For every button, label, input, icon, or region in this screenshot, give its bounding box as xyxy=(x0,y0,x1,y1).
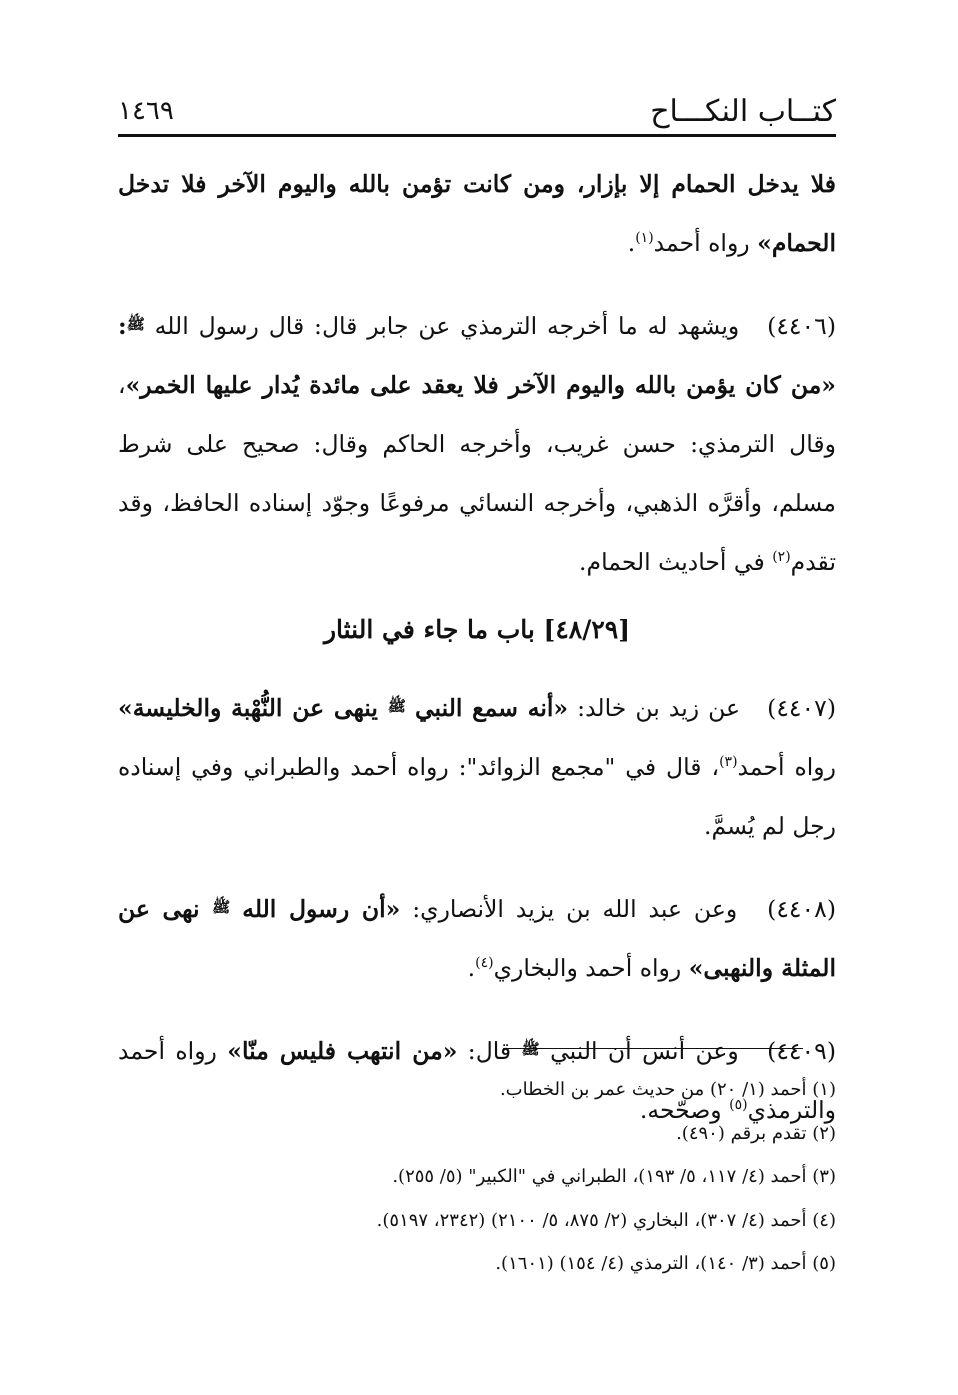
hadith-number: (٤٤٠٧) xyxy=(767,694,836,722)
page-header xyxy=(118,94,836,132)
hadith-number: (٤٤٠٦) xyxy=(767,312,836,340)
footnote-ref-5: (٥) xyxy=(729,1097,748,1113)
hadith-quote: : «من كان يؤمن بالله واليوم الآخر فلا يعقد على مائدة يُدار عليها الخمر» xyxy=(118,312,836,399)
hadith-number: (٤٤٠٨) xyxy=(767,895,836,923)
hadith-intro: عن زيد بن خالد: xyxy=(568,694,741,722)
salutation-glyph: ﷺ xyxy=(126,315,145,333)
hadith-quote-start: «أن رسول الله xyxy=(242,895,401,923)
paragraph-gap xyxy=(118,273,836,295)
hadith-commentary: ، وقال الترمذي: حسن غريب، وأخرجه الحاكم وقال: صحيح على شرط مسلم، وأقرَّه الذهبي، وأخرجه النسائي مرفوعًا وجوّد إسناده الحافظ، وقد تقدم xyxy=(118,371,836,576)
continued-quote: فلا يدخل الحمام إلا بإزار، ومن كانت تؤمن بالله واليوم الآخر فلا تدخل الحمام» xyxy=(118,170,836,257)
salutation-glyph: ﷺ xyxy=(212,898,231,916)
main-text xyxy=(118,155,836,1140)
footnote-5: (٥) أحمد (٣/ ١٤٠)، الترمذي (٤/ ١٥٤) (١٦٠١). xyxy=(495,1253,836,1274)
hadith-said: قال: xyxy=(457,1037,522,1065)
hadith-source: رواه أحمد والترمذي xyxy=(118,1037,836,1124)
section-heading: [٤٨/٢٩] باب ما جاء في النثار xyxy=(323,615,631,644)
footnotes xyxy=(118,1068,836,1286)
footnote-ref-2: (٢) xyxy=(772,549,791,565)
footnote-2: (٢) تقدم برقم (٤٩٠). xyxy=(676,1122,836,1144)
hadith-intro: وعن عبد الله بن يزيد الأنصاري: xyxy=(400,895,738,923)
salutation-glyph: ﷺ xyxy=(387,697,406,715)
hadith-end: . xyxy=(467,954,476,982)
continued-tail: رواه أحمد xyxy=(653,229,750,257)
footnote-3: (٣) أحمد (٤/ ١١٧، ٥/ ١٩٣)، الطبراني في "الكبير" (٥/ ٢٥٥). xyxy=(392,1166,836,1187)
hadith-end: وصحّحه. xyxy=(639,1096,730,1124)
hadith-number: (٤٤٠٩) xyxy=(767,1037,836,1065)
hadith-4408 xyxy=(118,878,836,998)
hadith-quote: «من انتهب فليس منّا» xyxy=(227,1037,458,1065)
footnote-ref-4: (٤) xyxy=(475,955,494,971)
page-number: ١٤٦٩ xyxy=(118,96,174,126)
continued-paragraph: فلا يدخل الحمام إلا بإزار، ومن كانت تؤمن بالله واليوم الآخر فلا تدخل الحمام» رواه أحمد$^{(١)}$. xyxy=(118,170,836,257)
hadith-intro: ويشهد له ما أخرجه الترمذي عن جابر قال: قال رسول الله xyxy=(154,312,740,340)
chapter-title: كتــاب النكـــاح xyxy=(650,94,836,129)
hadith-4407 xyxy=(118,677,836,856)
salutation-glyph: ﷺ xyxy=(521,1040,540,1058)
footnote-ref-1: (١) xyxy=(635,230,654,246)
footnote-1: (١) أحمد (١/ ٢٠) من حديث عمر بن الخطاب. xyxy=(499,1079,836,1100)
paragraph-gap xyxy=(118,856,836,878)
paragraph-gap xyxy=(118,998,836,1020)
hadith-quote-end: نهى عن المثلة والنهبى» xyxy=(118,895,836,982)
hadith-quote-start: «أنه سمع النبي xyxy=(414,694,569,722)
hadith-commentary-end: في أحاديث الحمام. xyxy=(579,548,773,576)
hadith-quote-end: ينهى عن النُّهْبة والخليسة» xyxy=(118,694,388,722)
footnote-4: (٤) أحمد (٤/ ٣٠٧)، البخاري (٢/ ٨٧٥، ٥/ ٢١٠٠) (٢٣٤٢، ٥١٩٧). xyxy=(376,1209,836,1231)
header-rule xyxy=(118,134,836,137)
hadith-4406 xyxy=(118,295,836,592)
hadith-intro: وعن أنس أن النبي xyxy=(550,1037,739,1065)
hadith-commentary: ، قال في "مجمع الزوائد": رواه أحمد والطبراني وفي إسناده رجل لم يُسمَّ. xyxy=(118,753,836,840)
footnote-separator xyxy=(503,1048,803,1049)
hadith-source: رواه أحمد xyxy=(737,753,836,781)
hadith-source: رواه أحمد والبخاري xyxy=(493,954,689,982)
footnote-ref-3: (٣) xyxy=(719,754,738,770)
